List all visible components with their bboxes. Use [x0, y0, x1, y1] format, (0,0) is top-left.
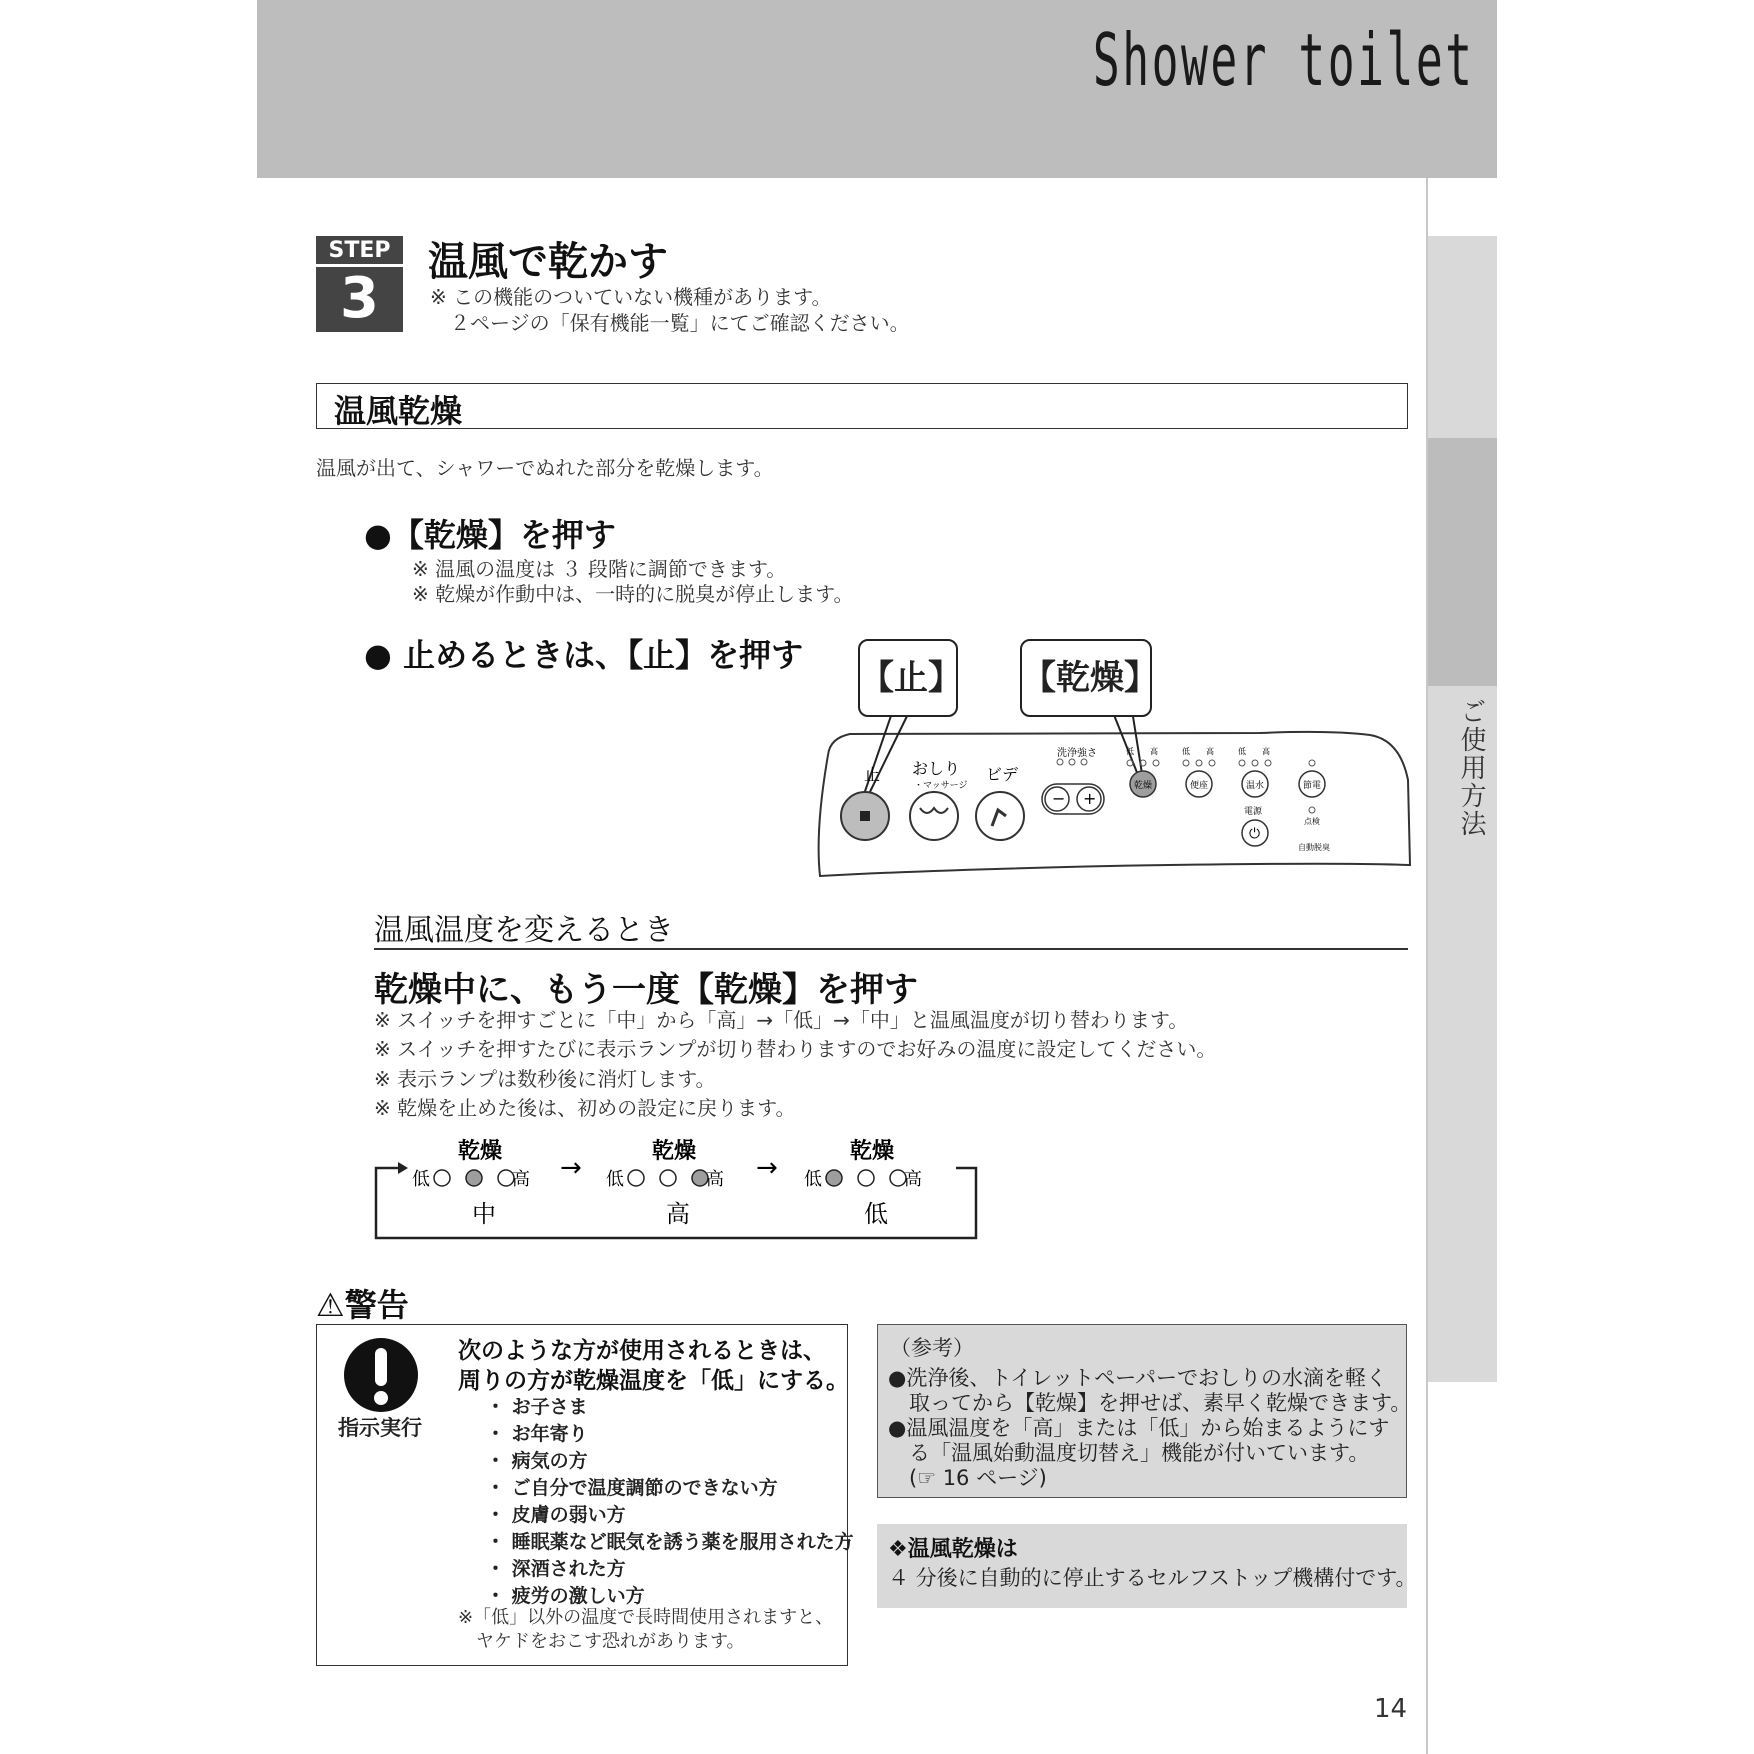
page-title: 温風で乾かす: [428, 239, 668, 285]
cycle-lamp-off: [660, 1170, 676, 1186]
instruction-dry-note-2: ※ 乾燥が作動中は、一時的に脱臭が停止します。: [412, 582, 854, 606]
cycle-low-label: 低: [804, 1169, 822, 1190]
warning-list-item: ・ 皮膚の弱い方: [486, 1504, 626, 1526]
exclamation-icon: [344, 1338, 418, 1412]
page-number: 14: [1374, 1694, 1408, 1724]
oshiri-button: [910, 792, 958, 840]
cycle-dry-label: 乾燥: [850, 1139, 895, 1164]
cycle-high-label: 高: [512, 1169, 530, 1190]
warning-title: ⚠警告: [316, 1286, 409, 1324]
self-stop-title: ❖温風乾燥は: [888, 1537, 1018, 1562]
cycle-arrow-2: →: [756, 1153, 778, 1183]
power-icon: ⏻: [1249, 826, 1261, 842]
instruction-stop: [364, 630, 803, 676]
warning-list-item: ・ 睡眠薬など眠気を誘う薬を服用された方: [486, 1531, 854, 1553]
reference-title: （参考）: [890, 1336, 974, 1360]
strength-label: 洗浄強さ: [1057, 748, 1097, 759]
svg-text:低: 低: [1182, 747, 1190, 756]
availability-note-1: ※ この機能のついていない機種があります。: [430, 285, 832, 309]
cycle-lamp-lit: [466, 1170, 482, 1186]
temperature-note-2: ※ スイッチを押すたびに表示ランプが切り替わりますのでお好みの温度に設定してください。: [374, 1037, 1217, 1061]
subheading-rule: [374, 948, 1408, 950]
cycle-return-arrow: [398, 1162, 408, 1174]
cycle-low-label: 低: [606, 1169, 624, 1190]
instruction-label: 指示実行: [338, 1416, 422, 1440]
reference-line: ●洗浄後、トイレットペーパーでおしりの水滴を軽く: [888, 1366, 1388, 1390]
reference-line: ●温風温度を「高」または「低」から始まるようにす: [888, 1416, 1390, 1440]
eco-button-label: 節電: [1303, 781, 1322, 791]
instruction-dry-text: 【乾燥】を押す: [391, 516, 616, 554]
bidet-button: [976, 792, 1024, 840]
warning-list-item: ・ 疲労の激しい方: [486, 1585, 645, 1607]
cycle-high-label: 高: [904, 1169, 922, 1190]
temperature-note-3: ※ 表示ランプは数秒後に消灯します。: [374, 1067, 716, 1091]
dry-button-label: 乾燥: [1134, 781, 1153, 791]
section-title: 温風乾燥: [334, 392, 463, 430]
dry-callout: 【乾燥】: [1020, 639, 1152, 717]
panel-outline: [819, 732, 1410, 876]
cycle-lamp-off: [434, 1170, 450, 1186]
temperature-cycle-diagram: [370, 1130, 990, 1242]
self-stop-text: ４ 分後に自動的に停止するセルフストップ機構付です。: [888, 1566, 1417, 1590]
seat-button-label: 便座: [1190, 781, 1209, 791]
cycle-dry-label: 乾燥: [458, 1139, 503, 1164]
massage-label: ・マッサージ: [914, 781, 968, 791]
temperature-note-1: ※ スイッチを押すごとに「中」から「高」→「低」→「中」と温風温度が切り替わります。: [374, 1008, 1189, 1032]
svg-text:低: 低: [1126, 747, 1134, 756]
reference-line: 取ってから【乾燥】を押せば、素早く乾燥できます。: [888, 1391, 1412, 1415]
blink-label: 点検: [1304, 817, 1320, 826]
availability-note-2: ２ページの「保有機能一覧」にてご確認ください。: [430, 311, 910, 335]
step-badge: [316, 236, 403, 332]
stop-callout: 【止】: [858, 639, 958, 717]
section-title-bar: [316, 383, 1408, 429]
warning-footnote-2: ヤケドをおこす恐れがあります。: [458, 1631, 745, 1652]
reference-line: る「温風始動温度切替え」機能が付いています。: [888, 1441, 1370, 1465]
svg-text:低: 低: [1238, 747, 1246, 756]
step-label: STEP: [316, 236, 403, 267]
instruction-stop-text: 止めるときは、【止】を押す: [403, 636, 804, 674]
instruction-dry: [364, 510, 616, 556]
svg-text:高: 高: [1150, 747, 1158, 756]
cycle-state-label: 高: [666, 1200, 690, 1228]
cycle-lamp-off: [858, 1170, 874, 1186]
cycle-low-label: 低: [412, 1169, 430, 1190]
power-label: 電源: [1244, 807, 1263, 817]
svg-text:高: 高: [1262, 747, 1270, 756]
oshiri-label: おしり: [912, 759, 961, 778]
stop-square-icon: [860, 811, 870, 821]
step-number: 3: [340, 266, 379, 331]
instruction-dry-note-1: ※ 温風の温度は ３ 段階に調節できます。: [412, 557, 787, 581]
reference-line: (☞ 16 ページ): [888, 1466, 1047, 1490]
deodorize-label: 自動脱臭: [1298, 843, 1330, 852]
bullet-icon: ●: [364, 636, 392, 674]
svg-text:−: −: [1052, 789, 1066, 808]
cycle-lamp-off: [628, 1170, 644, 1186]
warning-footnote-1: ※「低」以外の温度で長時間使用されますと、: [458, 1607, 834, 1628]
temperature-subheading: 温風温度を変えるとき: [374, 913, 674, 948]
temperature-note-4: ※ 乾燥を止めた後は、初めの設定に戻ります。: [374, 1096, 796, 1120]
cycle-state-label: 低: [864, 1200, 888, 1228]
page-header: [257, 0, 1497, 178]
warning-list-item: ・ 深酒された方: [486, 1558, 626, 1580]
side-tab-label: ご使用方法: [1456, 698, 1486, 838]
bullet-icon: ●: [364, 516, 392, 554]
side-tab-top: [1428, 236, 1497, 438]
cycle-lamp-lit: [826, 1170, 842, 1186]
warning-list-item: ・ ご自分で温度調節のできない方: [486, 1477, 778, 1499]
brand-logo: Shower toilet: [1093, 18, 1475, 102]
warning-list-item: ・ お年寄り: [486, 1423, 588, 1445]
warning-list-item: ・ お子さま: [486, 1396, 588, 1418]
svg-text:高: 高: [1206, 747, 1214, 756]
water-button-label: 温水: [1246, 781, 1265, 791]
side-tab-active: [1428, 438, 1497, 686]
warning-line-1: 次のような方が使用されるときは、: [458, 1338, 826, 1364]
bidet-label: ビデ: [986, 765, 1019, 784]
svg-text:+: +: [1083, 789, 1097, 808]
section-intro: 温風が出て、シャワーでぬれた部分を乾燥します。: [316, 456, 774, 480]
cycle-arrow-1: →: [560, 1153, 582, 1183]
press-dry-again-heading: 乾燥中に、もう一度【乾燥】を押す: [374, 970, 918, 1010]
warning-line-2: 周りの方が乾燥温度を「低」にする。: [458, 1368, 849, 1394]
warning-list-item: ・ 病気の方: [486, 1450, 588, 1472]
cycle-high-label: 高: [706, 1169, 724, 1190]
stop-label: 止: [864, 765, 881, 784]
cycle-state-label: 中: [472, 1200, 496, 1228]
cycle-dry-label: 乾燥: [652, 1139, 697, 1164]
warning-triangle-icon: ⚠: [316, 1286, 345, 1324]
